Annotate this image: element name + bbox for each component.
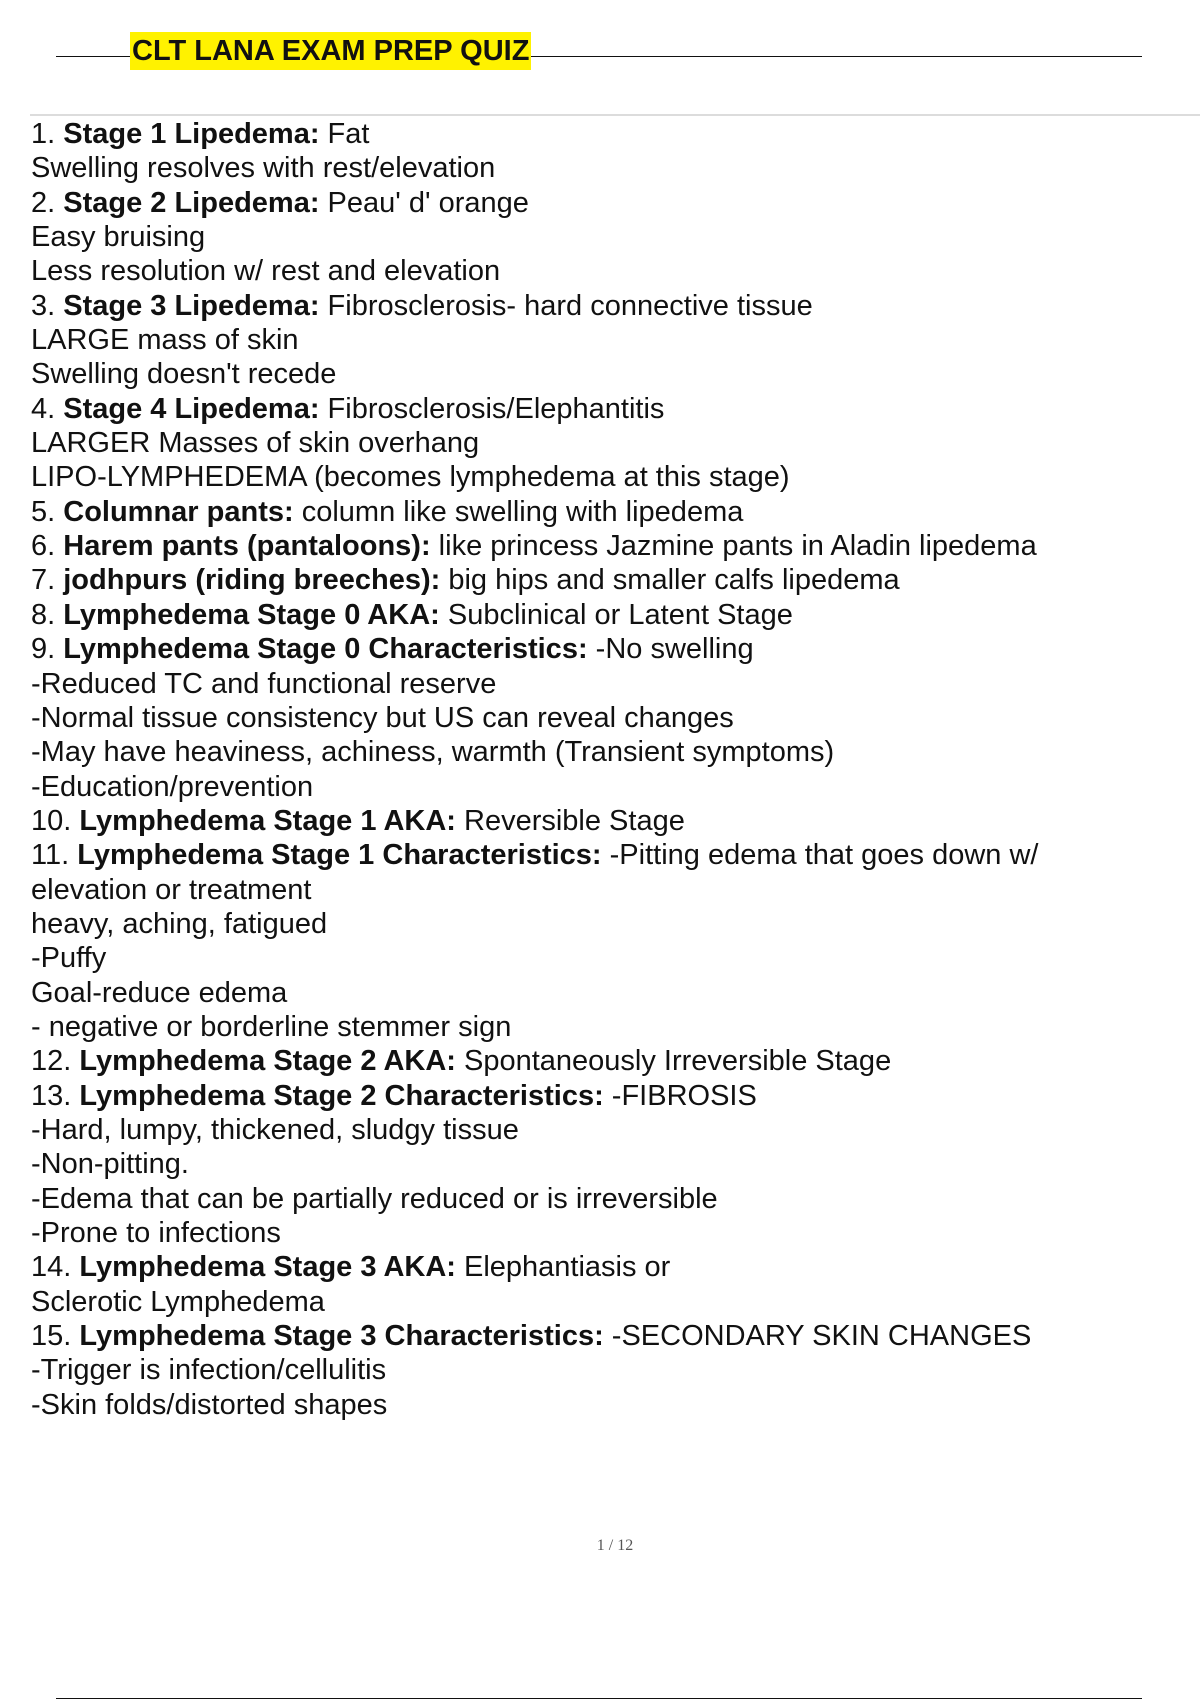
item-term: Lymphedema Stage 2 Characteristics: [79, 1079, 604, 1112]
quiz-item [31, 117, 1181, 151]
item-term: Lymphedema Stage 1 Characteristics: [77, 839, 602, 872]
item-text: LIPO-LYMPHEDEMA (becomes lymphedema at this stage) [31, 461, 790, 494]
item-number: 15. [31, 1320, 72, 1353]
quiz-item [31, 1319, 1181, 1353]
item-text: -Skin folds/distorted shapes [31, 1388, 388, 1421]
quiz-item [31, 804, 1181, 838]
item-text: like princess Jazmine pants in Aladin lipedema [430, 530, 1037, 563]
item-text: Subclinical or Latent Stage [439, 598, 793, 631]
footer-divider [56, 1698, 1142, 1699]
quiz-item [31, 529, 1181, 563]
item-text: -Non-pitting. [31, 1148, 189, 1181]
quiz-item-detail [31, 1010, 1181, 1044]
item-number: 13. [31, 1079, 72, 1112]
item-text: -SECONDARY SKIN CHANGES [603, 1320, 1032, 1353]
quiz-content [31, 117, 1181, 1422]
quiz-item-detail [31, 735, 1181, 769]
quiz-item-detail [31, 254, 1181, 288]
page-indicator: 1 / 12 [596, 1537, 634, 1554]
item-term: jodhpurs (riding breeches): [63, 564, 441, 597]
quiz-item-detail [31, 1285, 1181, 1319]
document-title: CLT LANA EXAM PREP QUIZ [130, 32, 531, 70]
quiz-item [31, 289, 1181, 323]
item-number: 4. [31, 392, 56, 425]
quiz-item-detail [31, 976, 1181, 1010]
item-text: Fibrosclerosis- hard connective tissue [319, 289, 813, 322]
item-term: Lymphedema Stage 1 AKA: [79, 804, 456, 837]
quiz-item [31, 392, 1181, 426]
item-term: Lymphedema Stage 2 AKA: [79, 1045, 456, 1078]
quiz-item-detail [31, 701, 1181, 735]
quiz-item-detail [31, 1353, 1181, 1387]
item-text: -Education/prevention [31, 770, 314, 803]
quiz-item-detail [31, 907, 1181, 941]
item-text: Swelling doesn't recede [31, 358, 337, 391]
item-text: - negative or borderline stemmer sign [31, 1010, 512, 1043]
item-term: Stage 2 Lipedema: [63, 186, 320, 219]
quiz-item-detail [31, 1182, 1181, 1216]
item-text: LARGE mass of skin [31, 324, 299, 357]
item-text: Sclerotic Lymphedema [31, 1285, 325, 1318]
item-number: 5. [31, 495, 56, 528]
quiz-item-detail [31, 770, 1181, 804]
item-text: Fibrosclerosis/Elephantitis [319, 392, 665, 425]
quiz-item [31, 1250, 1181, 1284]
item-term: Stage 3 Lipedema: [63, 289, 320, 322]
item-text: -Edema that can be partially reduced or is irreversible [31, 1182, 718, 1215]
item-text: -Trigger is infection/cellulitis [31, 1354, 387, 1387]
item-text: Swelling resolves with rest/elevation [31, 152, 496, 185]
quiz-item [31, 1044, 1181, 1078]
quiz-item [31, 1079, 1181, 1113]
item-text: Peau' d' orange [319, 186, 529, 219]
item-term: Columnar pants: [63, 495, 294, 528]
quiz-item [31, 598, 1181, 632]
item-text: -Hard, lumpy, thickened, sludgy tissue [31, 1113, 519, 1146]
item-term: Harem pants (pantaloons): [63, 530, 431, 563]
item-number: 3. [31, 289, 56, 322]
quiz-item [31, 838, 1181, 872]
item-number: 8. [31, 598, 56, 631]
quiz-item-detail [31, 1113, 1181, 1147]
item-number: 7. [31, 564, 56, 597]
quiz-item [31, 186, 1181, 220]
item-number: 11. [31, 839, 70, 872]
item-text: -Pitting edema that goes down w/ [601, 839, 1039, 872]
quiz-item [31, 632, 1181, 666]
item-term: Lymphedema Stage 0 Characteristics: [63, 633, 588, 666]
quiz-item-detail [31, 1147, 1181, 1181]
item-text: -Reduced TC and functional reserve [31, 667, 497, 700]
quiz-item-detail [31, 426, 1181, 460]
quiz-item-detail [31, 667, 1181, 701]
item-text: big hips and smaller calfs lipedema [440, 564, 900, 597]
item-text: Easy bruising [31, 221, 206, 254]
item-text: -Prone to infections [31, 1217, 281, 1249]
quiz-item [31, 563, 1181, 597]
header-divider [30, 114, 1200, 116]
item-text: LARGER Masses of skin overhang [31, 427, 480, 460]
item-number: 12. [31, 1045, 72, 1078]
item-text: -May have heaviness, achiness, warmth (Transient symptoms) [31, 736, 835, 769]
item-number: 14. [31, 1251, 72, 1284]
item-text: -Puffy [31, 942, 107, 975]
quiz-item-detail [31, 151, 1181, 185]
item-text: -Normal tissue consistency but US can reveal changes [31, 701, 734, 734]
quiz-item-detail [31, 1216, 1181, 1250]
item-number: 9. [31, 633, 56, 666]
item-term: Stage 4 Lipedema: [63, 392, 320, 425]
item-text: -FIBROSIS [603, 1079, 757, 1112]
item-term: Lymphedema Stage 0 AKA: [63, 598, 440, 631]
item-text: heavy, aching, fatigued [31, 907, 328, 940]
item-text: elevation or treatment [31, 873, 312, 906]
quiz-item-detail [31, 873, 1181, 907]
item-text: Fat [319, 118, 370, 150]
item-text: Spontaneously Irreversible Stage [455, 1045, 892, 1078]
item-text: column like swelling with lipedema [293, 495, 744, 528]
item-term: Stage 1 Lipedema: [63, 118, 320, 150]
item-number: 6. [31, 530, 56, 563]
quiz-item-detail [31, 357, 1181, 391]
item-text: Reversible Stage [455, 804, 685, 837]
item-text: Goal-reduce edema [31, 976, 288, 1009]
item-text: Less resolution w/ rest and elevation [31, 255, 501, 288]
quiz-item-detail [31, 460, 1181, 494]
quiz-item [31, 495, 1181, 529]
item-text: -No swelling [587, 633, 754, 666]
item-number: 10. [31, 804, 72, 837]
item-term: Lymphedema Stage 3 AKA: [79, 1251, 456, 1284]
quiz-item-detail [31, 323, 1181, 357]
item-term: Lymphedema Stage 3 Characteristics: [79, 1320, 604, 1353]
quiz-item-detail [31, 1388, 1181, 1422]
quiz-item-detail [31, 220, 1181, 254]
item-number: 2. [31, 186, 56, 219]
quiz-item-detail [31, 941, 1181, 975]
item-number: 1. [31, 118, 56, 150]
document-header [56, 28, 1142, 72]
item-text: Elephantiasis or [455, 1251, 671, 1284]
